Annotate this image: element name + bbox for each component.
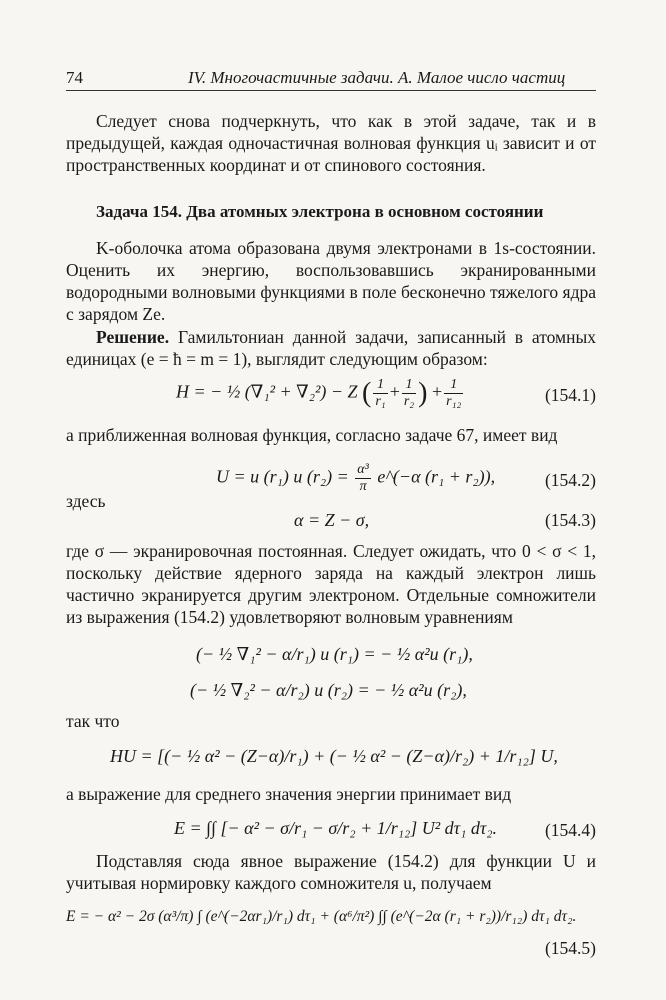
- eq-hu-body: HU = [(− ½ α² − (Z−α)/r₁) + (− ½ α² − (Z−α)/r₂) + 1/r₁₂] U,: [110, 746, 558, 766]
- equation-154-3: [66, 510, 596, 538]
- eq-1541-lhs: H = − ½ (∇₁² + ∇₂²) − Z: [176, 381, 358, 402]
- page-header: [66, 64, 596, 91]
- problem-title: Задача 154. Два атомных электрона в основном состоянии: [96, 202, 544, 221]
- solution-paragraph: [66, 326, 596, 370]
- equation-154-1: H = − ½ (∇₁² + ∇₂²) − Z ( $\frac{1}{\text{r₁}}$ + $\frac{1}{\text{r₂}}$ ) + $\frac{1}{\text{r₁₂}}$ (154.1): [176, 377, 596, 409]
- page-number: 74: [66, 68, 83, 87]
- solution-label: Решение.: [96, 327, 170, 347]
- eq-1541-frac1-num: 1: [373, 377, 387, 394]
- text-after-154-3: где σ — экранировочная постоянная. Следует ожидать, что 0 < σ < 1, поскольку действие ядерного заряда на каждый электрон лишь частично экранируется другим электроном. Отдельные сомножители из выражения (154.2) удовлетворяют волновым уравнениям: [66, 541, 596, 627]
- equation-154-5: [66, 900, 596, 958]
- eq-number-154-2: (154.2): [544, 470, 596, 490]
- eq-1541-frac3-num: 1: [444, 377, 463, 394]
- eq-wave-2-body: (− ½ ∇₂² − α/r₂) u (r₂) = − ½ α²u (r₂),: [190, 680, 467, 700]
- text-here: здесь: [66, 491, 106, 511]
- eq-1541-tail: +: [432, 381, 443, 402]
- text-energy: а выражение для среднего значения энергии принимает вид: [66, 784, 512, 804]
- eq-number-154-1: (154.1): [544, 385, 596, 405]
- eq-1543-body: α = Z − σ,: [294, 510, 370, 530]
- equation-hu: [66, 740, 596, 774]
- text-so: так что: [66, 711, 120, 731]
- eq-wave-1-body: (− ½ ∇₁² − α/r₁) u (r₁) = − ½ α²u (r₁),: [196, 644, 473, 664]
- intro-paragraph: Следует снова подчеркнуть, что как в этой задаче, так и в предыдущей, каждая одночастичная волновая функция uᵢ зависит и от пространственных координат и от спинового состояния.: [66, 111, 596, 175]
- eq-1541-frac3-den: r₁₂: [446, 394, 462, 409]
- solution-text: Гамильтониан данной задачи, записанный в атомных единицах (e = ħ = m = 1), выглядит следующим образом:: [66, 327, 596, 369]
- eq-number-154-3: (154.3): [544, 510, 596, 530]
- eq-1541-plus: +: [389, 381, 400, 402]
- eq-1542-frac-den: π: [359, 479, 367, 494]
- eq-1541-frac2-den: r₂: [403, 394, 415, 409]
- eq-1542-lhs: U = u (r₁) u (r₂) =: [216, 466, 349, 487]
- problem-statement: K-оболочка атома образована двумя электронами в 1s-состоянии. Оценить их энергию, воспользовавшись экранированными водородными волновыми функциями в поле бесконечно тяжелого ядра с зарядом Ze.: [66, 238, 596, 324]
- eq-1545-body: E = − α² − 2σ (α³/π) ∫ (e^(−2αr₁)/r₁) dτ₁ + (α⁶/π²) ∫∫ (e^(−2α (r₁ + r₂))/r₁₂) dτ₁ dτ₂.: [66, 908, 577, 925]
- eq-1544-body: E = ∫∫ [− α² − σ/r₁ − σ/r₂ + 1/r₁₂] U² dτ₁ dτ₂.: [174, 818, 498, 838]
- eq-1541-frac2-num: 1: [402, 377, 416, 394]
- equation-wave-2: [66, 676, 596, 706]
- eq-number-154-4: (154.4): [544, 820, 596, 840]
- eq-1541-frac1-den: r₁: [375, 394, 386, 409]
- text-substitute: Подставляя сюда явное выражение (154.2) для функции U и учитывая нормировку каждого сомножителя u, получаем: [66, 851, 596, 893]
- text-after-154-1: а приближенная волновая функция, согласно задаче 67, имеет вид: [66, 425, 558, 445]
- equation-wave-1: [66, 640, 596, 670]
- eq-number-154-5: (154.5): [544, 938, 596, 958]
- eq-1542-exp: e^(−α (r₁ + r₂)),: [377, 466, 496, 487]
- equation-154-4: [66, 812, 596, 846]
- running-title: IV. Многочастичные задачи. А. Малое число частиц: [188, 68, 566, 87]
- eq-1542-frac-num: α³: [357, 462, 369, 477]
